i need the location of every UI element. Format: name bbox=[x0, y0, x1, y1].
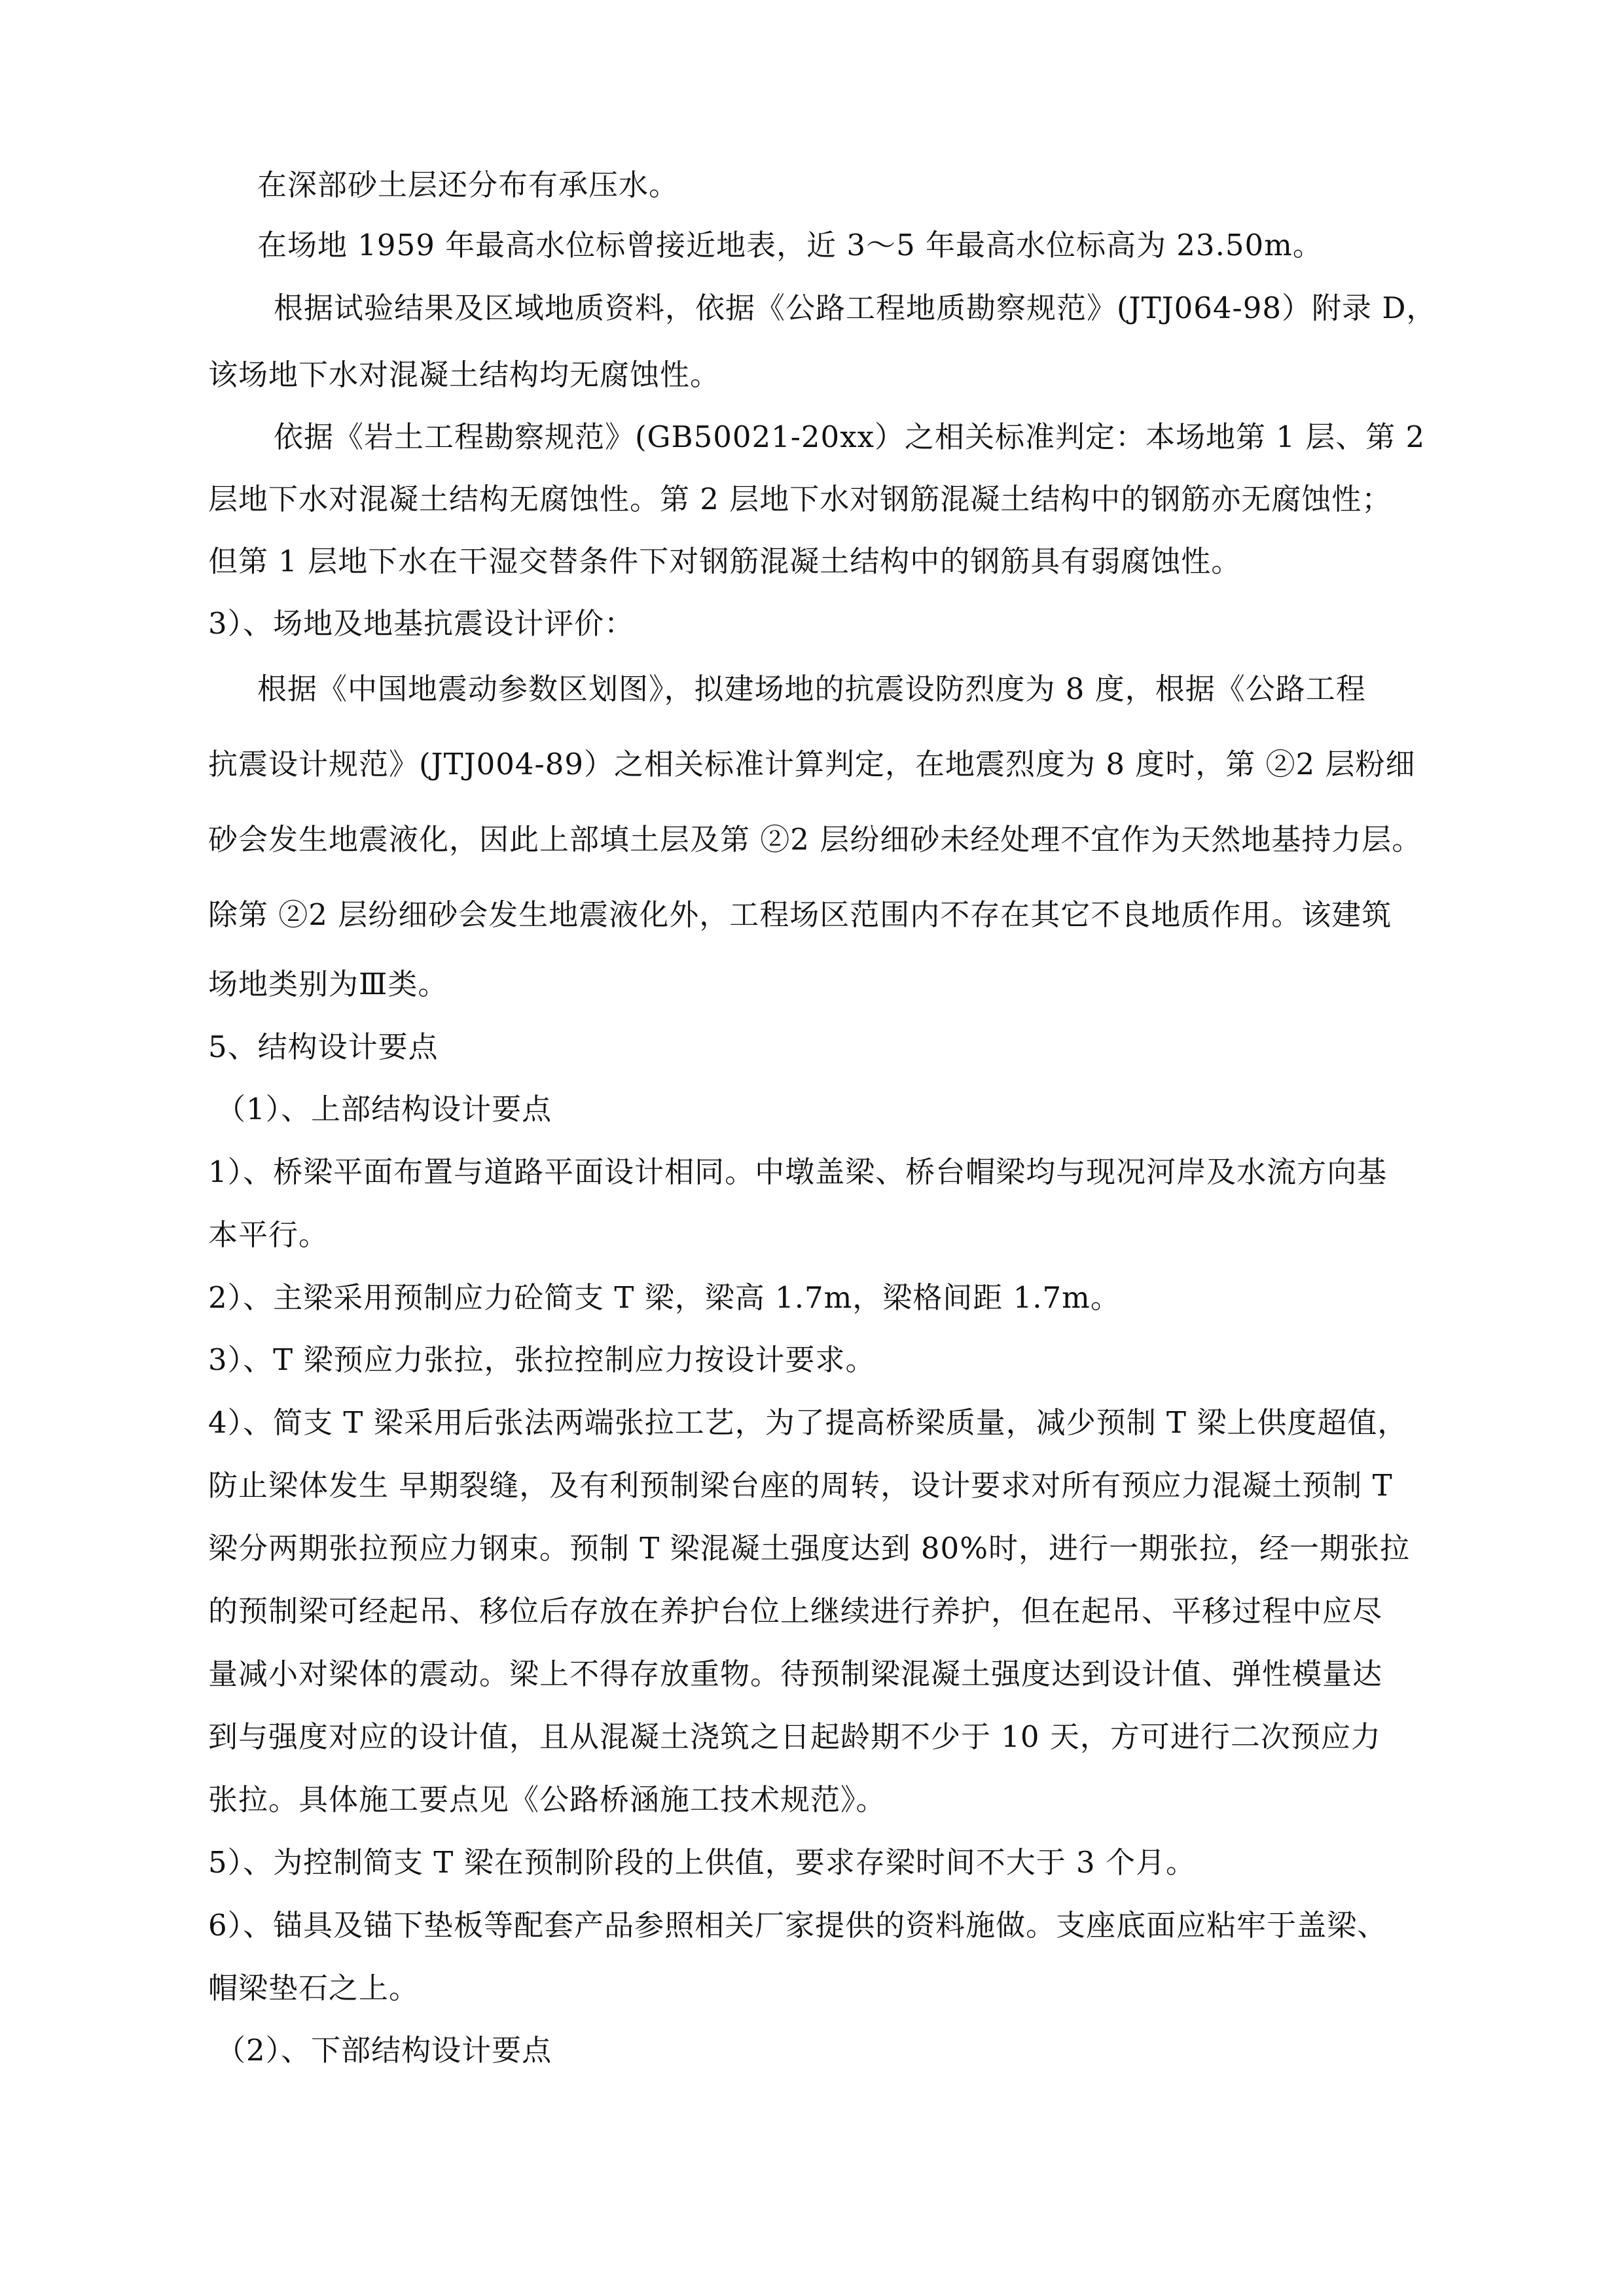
list-item-line: 防止梁体发生 早期裂缝，及有利预制梁台座的周转，设计要求对所有预应力混凝土预制 T bbox=[208, 1468, 1393, 1503]
list-item-line: 到与强度对应的设计值，且从混凝土浇筑之日起龄期不少于 10 天，方可进行二次预应力 bbox=[208, 1719, 1381, 1754]
list-item-line: 5）、为控制简支 T 梁在预制阶段的上供值，要求存梁时间不大于 3 个月。 bbox=[208, 1845, 1196, 1880]
list-item-line: 帽梁垫石之上。 bbox=[208, 1971, 420, 2005]
list-item-line: 量减小对梁体的震动。梁上不得存放重物。待预制梁混凝土强度达到设计值、弹性模量达 bbox=[208, 1657, 1383, 1691]
list-item-line: 4）、简支 T 梁采用后张法两端张拉工艺，为了提高桥梁质量，减少预制 T 梁上供度超值， bbox=[208, 1405, 1408, 1440]
subsection-heading: （2）、下部结构设计要点 bbox=[216, 2033, 552, 2068]
list-item-line: 梁分两期张拉预应力钢束。预制 T 梁混凝土强度达到 80%时，进行一期张拉，经一期张拉 bbox=[208, 1531, 1410, 1566]
paragraph-line: 依据《岩土工程勘察规范》(GB50021-20xx）之相关标准判定：本场地第 1 层、第 2 bbox=[274, 420, 1426, 454]
section-heading: 5、结构设计要点 bbox=[208, 1030, 439, 1064]
list-item-line: 3）、T 梁预应力张拉，张拉控制应力按设计要求。 bbox=[208, 1342, 876, 1377]
list-item-line: 2）、主梁采用预制应力砼简支 T 梁，梁高 1.7m，梁格间距 1.7m。 bbox=[208, 1280, 1121, 1315]
paragraph-line: 该场地下水对混凝土结构均无腐蚀性。 bbox=[208, 357, 721, 392]
paragraph-line: 抗震设计规范》(JTJ004-89）之相关标准计算判定，在地震烈度为 8 度时，第 ②2 层粉细 bbox=[208, 747, 1416, 781]
list-item-line: 6）、锚具及锚下垫板等配套产品参照相关厂家提供的资料施做。支座底面应粘牢于盖梁、 bbox=[208, 1908, 1388, 1943]
list-item-line: 张拉。具体施工要点见《公路桥涵施工技术规范》。 bbox=[208, 1782, 886, 1817]
paragraph-line: 根据《中国地震动参数区划图》，拟建场地的抗震设防烈度为 8 度，根据《公路工程 bbox=[257, 672, 1366, 706]
paragraph-line: 除第 ②2 层纷细砂会发生地震液化外，工程场区范围内不存在其它不良地质作用。该建筑 bbox=[208, 897, 1392, 932]
paragraph-line: 层地下水对混凝土结构无腐蚀性。第 2 层地下水对钢筋混凝土结构中的钢筋亦无腐蚀性； bbox=[208, 482, 1392, 516]
list-item-line: 本平行。 bbox=[208, 1217, 329, 1252]
subsection-heading: （1）、上部结构设计要点 bbox=[216, 1092, 552, 1126]
paragraph-line: 场地类别为Ⅲ类。 bbox=[208, 967, 448, 1001]
list-item-line: 的预制梁可经起吊、移位后存放在养护台位上继续进行养护，但在起吊、平移过程中应尽 bbox=[208, 1594, 1383, 1628]
list-item-line: 1）、桥梁平面布置与道路平面设计相同。中墩盖梁、桥台帽梁均与现况河岸及水流方向基 bbox=[208, 1155, 1388, 1189]
paragraph-line: 在深部砂土层还分布有承压水。 bbox=[257, 168, 679, 202]
section-heading: 3）、场地及地基抗震设计评价： bbox=[208, 606, 635, 641]
paragraph-line: 根据试验结果及区域地质资料，依据《公路工程地质勘察规范》(JTJ064-98）附录 D， bbox=[274, 291, 1437, 325]
paragraph-line: 砂会发生地震液化，因此上部填土层及第 ②2 层纷细砂未经处理不宜作为天然地基持力层。 bbox=[208, 822, 1422, 857]
paragraph-line: 在场地 1959 年最高水位标曾接近地表，近 3～5 年最高水位标高为 23.50m。 bbox=[257, 228, 1323, 262]
paragraph-line: 但第 1 层地下水在干湿交替条件下对钢筋混凝土结构中的钢筋具有弱腐蚀性。 bbox=[208, 544, 1242, 579]
